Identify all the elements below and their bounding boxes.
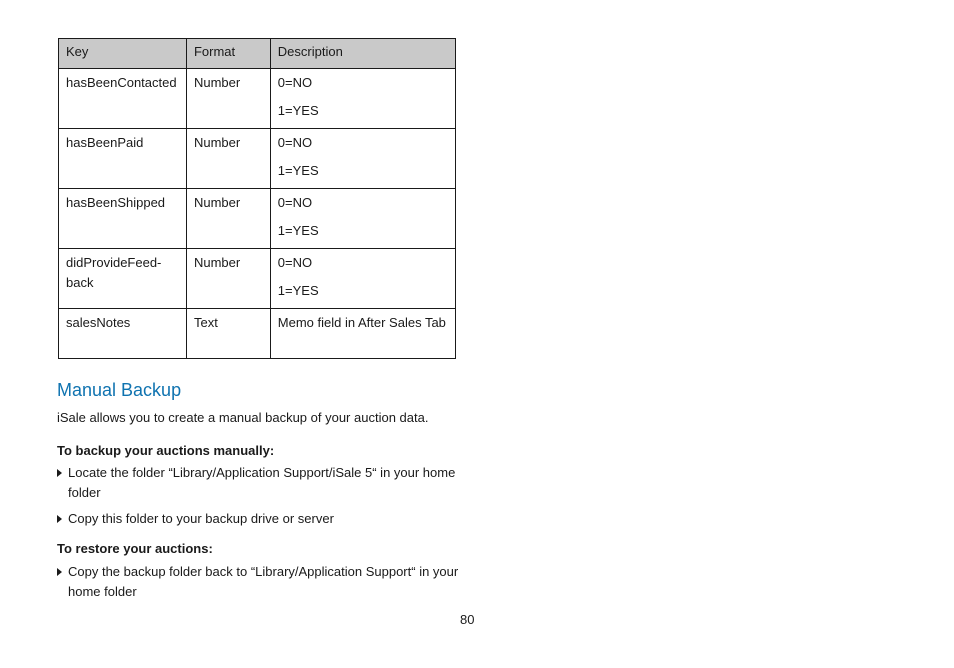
cell-description	[270, 249, 455, 309]
restore-heading: To restore your auctions:	[57, 541, 213, 556]
table-row	[59, 309, 456, 359]
step-text: Locate the folder “Library/Application Support/iSale 5“ in your home folder	[68, 465, 456, 500]
description-line: 1=YES	[277, 223, 319, 238]
page-number: 80	[460, 612, 475, 627]
cell-key: salesNotes	[59, 309, 187, 359]
description-line: 0=NO	[277, 135, 313, 150]
backup-steps-list	[57, 463, 467, 536]
cell-description	[270, 189, 455, 249]
header-key: Key	[59, 39, 187, 69]
header-format: Format	[186, 39, 270, 69]
triangle-bullet-icon	[57, 515, 62, 523]
cell-key: hasBeenPaid	[59, 129, 187, 189]
triangle-bullet-icon	[57, 568, 62, 576]
list-item	[57, 562, 467, 601]
keys-table	[58, 38, 456, 359]
description-line: 1=YES	[277, 283, 319, 298]
description-line: 1=YES	[277, 163, 319, 178]
description-line: Memo field in After Sales Tab	[277, 315, 446, 330]
description-line: 0=NO	[277, 75, 313, 90]
table-row	[59, 69, 456, 129]
cell-format: Number	[186, 189, 270, 249]
restore-steps-list	[57, 562, 467, 608]
description-line: 0=NO	[277, 195, 313, 210]
step-text: Copy the backup folder back to “Library/Application Support“ in your home folder	[68, 564, 459, 599]
table-row	[59, 249, 456, 309]
cell-description	[270, 69, 455, 129]
cell-key: didProvideFeed-back	[59, 249, 187, 309]
table-row	[59, 129, 456, 189]
header-description: Description	[270, 39, 455, 69]
section-title: Manual Backup	[57, 380, 182, 400]
triangle-bullet-icon	[57, 469, 62, 477]
cell-format: Text	[186, 309, 270, 359]
cell-description	[270, 309, 455, 359]
list-item	[57, 463, 467, 502]
cell-format: Number	[186, 249, 270, 309]
description-line: 1=YES	[277, 103, 319, 118]
list-item	[57, 509, 467, 529]
step-text: Copy this folder to your backup drive or server	[68, 511, 334, 526]
table-header-row	[59, 39, 456, 69]
table-row	[59, 189, 456, 249]
intro-paragraph: iSale allows you to create a manual backup of your auction data.	[57, 410, 429, 425]
cell-description	[270, 129, 455, 189]
cell-key: hasBeenShipped	[59, 189, 187, 249]
cell-format: Number	[186, 69, 270, 129]
cell-key: hasBeenContacted	[59, 69, 187, 129]
description-line: 0=NO	[277, 255, 313, 270]
cell-format: Number	[186, 129, 270, 189]
backup-heading: To backup your auctions manually:	[57, 443, 275, 458]
